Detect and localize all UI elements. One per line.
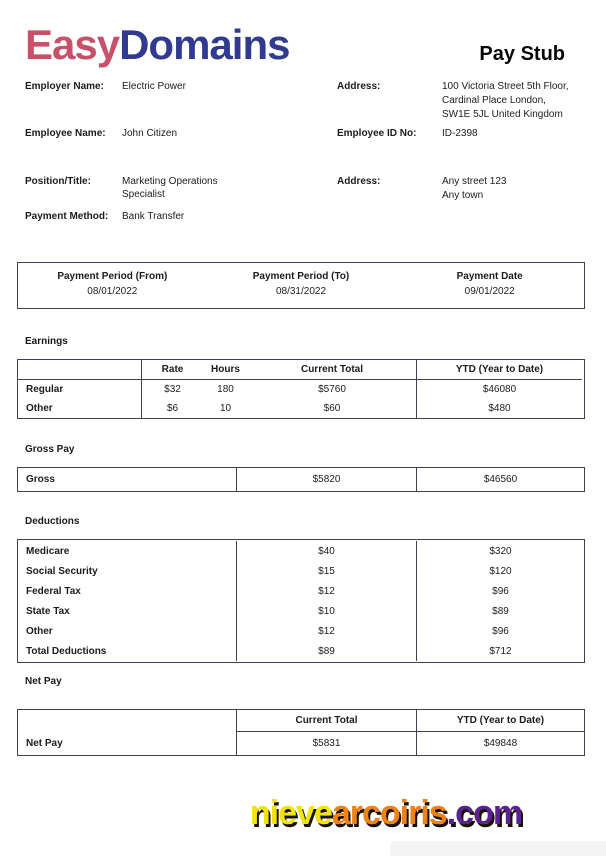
employer-address-value [442,80,585,122]
net-pay-row-ytd: $49848 [416,732,584,755]
employee-name-label: Employee Name: [25,128,106,139]
gross-row-current: $5820 [236,468,416,491]
earnings-table [17,359,585,419]
payment-method-label: Payment Method: [25,211,109,222]
net-pay-table [17,709,585,756]
deduction-medicare-current: $40 [236,541,416,561]
earnings-row-other-hours: 10 [219,403,232,414]
info-row-employer [17,80,585,127]
brand-logo-part2: Domains [119,21,290,68]
employer-address-line2: Cardinal Place London, [442,95,546,106]
payment-date-col [395,269,584,300]
document-title: Pay Stub [479,43,565,65]
watermark-part1: nieve [249,794,332,832]
deduction-state-tax-ytd: $89 [416,601,584,621]
employer-address-line1: 100 Victoria Street 5th Floor, [442,81,569,92]
deduction-state-tax-current: $10 [236,601,416,621]
gross-pay-table [17,467,585,492]
payment-period-table [17,262,585,309]
brand-logo-part1: Easy [25,21,120,68]
deduction-state-tax-label: State Tax [26,605,70,617]
earnings-header-ytd: YTD (Year to Date) [416,360,582,380]
employee-id-label: Employee ID No: [337,128,417,139]
earnings-header-empty [18,360,141,380]
deduction-total-label: Total Deductions [26,645,107,657]
earnings-header-rate: Rate [141,360,203,380]
info-row-employee [17,127,585,175]
payment-period-from-header: Payment Period (From) [57,271,168,282]
payment-method-value: Bank Transfer [122,211,185,222]
deduction-other-current: $12 [236,621,416,641]
deductions-table [17,539,585,663]
header [17,0,585,68]
employee-id-value [442,127,585,141]
deduction-medicare-ytd: $320 [416,541,584,561]
earnings-row-regular-ytd: $46080 [416,380,582,399]
earnings-row-regular-label: Regular [26,384,64,395]
net-pay-header-current-total: Current Total [236,710,416,732]
deduction-social-security-current: $15 [236,561,416,581]
deduction-federal-tax-ytd: $96 [416,581,584,601]
brand-logo [17,22,289,68]
info-row-position [17,175,585,210]
earnings-row-other-label: Other [26,403,53,414]
position-title-value [122,175,337,201]
gross-row-ytd: $46560 [416,468,584,491]
watermark-part3: .com [446,794,523,832]
employee-address-value [442,175,585,203]
employee-info-section [17,80,585,232]
position-title-label: Position/Title: [25,176,91,187]
employee-address-line1: Any street 123 [442,176,507,187]
payment-date-value: 09/01/2022 [464,286,515,297]
employee-address-line2: Any town [442,190,484,201]
earnings-header-hours: Hours [203,360,248,380]
deduction-federal-tax-label: Federal Tax [26,585,81,597]
earnings-row-regular-current: $5760 [318,384,346,395]
employer-address-label: Address: [337,81,381,92]
deduction-federal-tax-current: $12 [236,581,416,601]
earnings-section-label: Earnings [25,336,68,347]
cutoff-bottom-panel [390,841,606,856]
payment-period-from-col [18,269,207,300]
earnings-row-other-ytd: $480 [416,399,582,418]
employee-address-label: Address: [337,176,381,187]
payment-period-from-value: 08/01/2022 [87,286,138,297]
earnings-row-other-current: $60 [323,403,341,414]
deduction-social-security-label: Social Security [26,565,98,577]
earnings-row-regular-hours: 180 [217,384,234,395]
payment-period-to-value: 08/31/2022 [275,286,327,297]
gross-row-label: Gross [26,474,55,485]
employer-name-label: Employer Name: [25,81,104,92]
earnings-row-other-rate: $6 [141,399,203,418]
earnings-header-current-total: Current Total [248,360,416,380]
watermark-part2: arcoiris [331,794,447,832]
deduction-total-current: $89 [236,641,416,661]
earnings-row-regular-rate: $32 [141,380,203,399]
deductions-section-label: Deductions [25,516,80,527]
payment-period-to-header: Payment Period (To) [252,271,350,282]
deduction-social-security-ytd: $120 [416,561,584,581]
employee-name-value: John Citizen [122,128,178,139]
deduction-medicare-label: Medicare [26,545,70,557]
gross-pay-section-label: Gross Pay [25,444,75,455]
site-watermark [102,794,606,833]
employer-name-value: Electric Power [122,81,186,92]
payment-date-header: Payment Date [456,271,523,282]
info-row-payment-method [17,210,585,232]
net-pay-row-label: Net Pay [26,738,63,749]
net-pay-section-label: Net Pay [25,676,62,687]
payment-period-to-col [207,269,396,300]
deduction-total-ytd: $712 [416,641,584,661]
employee-id-line1: ID-2398 [442,128,478,139]
position-title-text: Marketing Operations Specialist [122,176,218,200]
deduction-other-ytd: $96 [416,621,584,641]
net-pay-row-current: $5831 [236,732,416,755]
deduction-other-label: Other [26,625,53,637]
employer-address-line3: SW1E 5JL United Kingdom [442,109,563,120]
net-pay-header-ytd: YTD (Year to Date) [416,710,584,732]
